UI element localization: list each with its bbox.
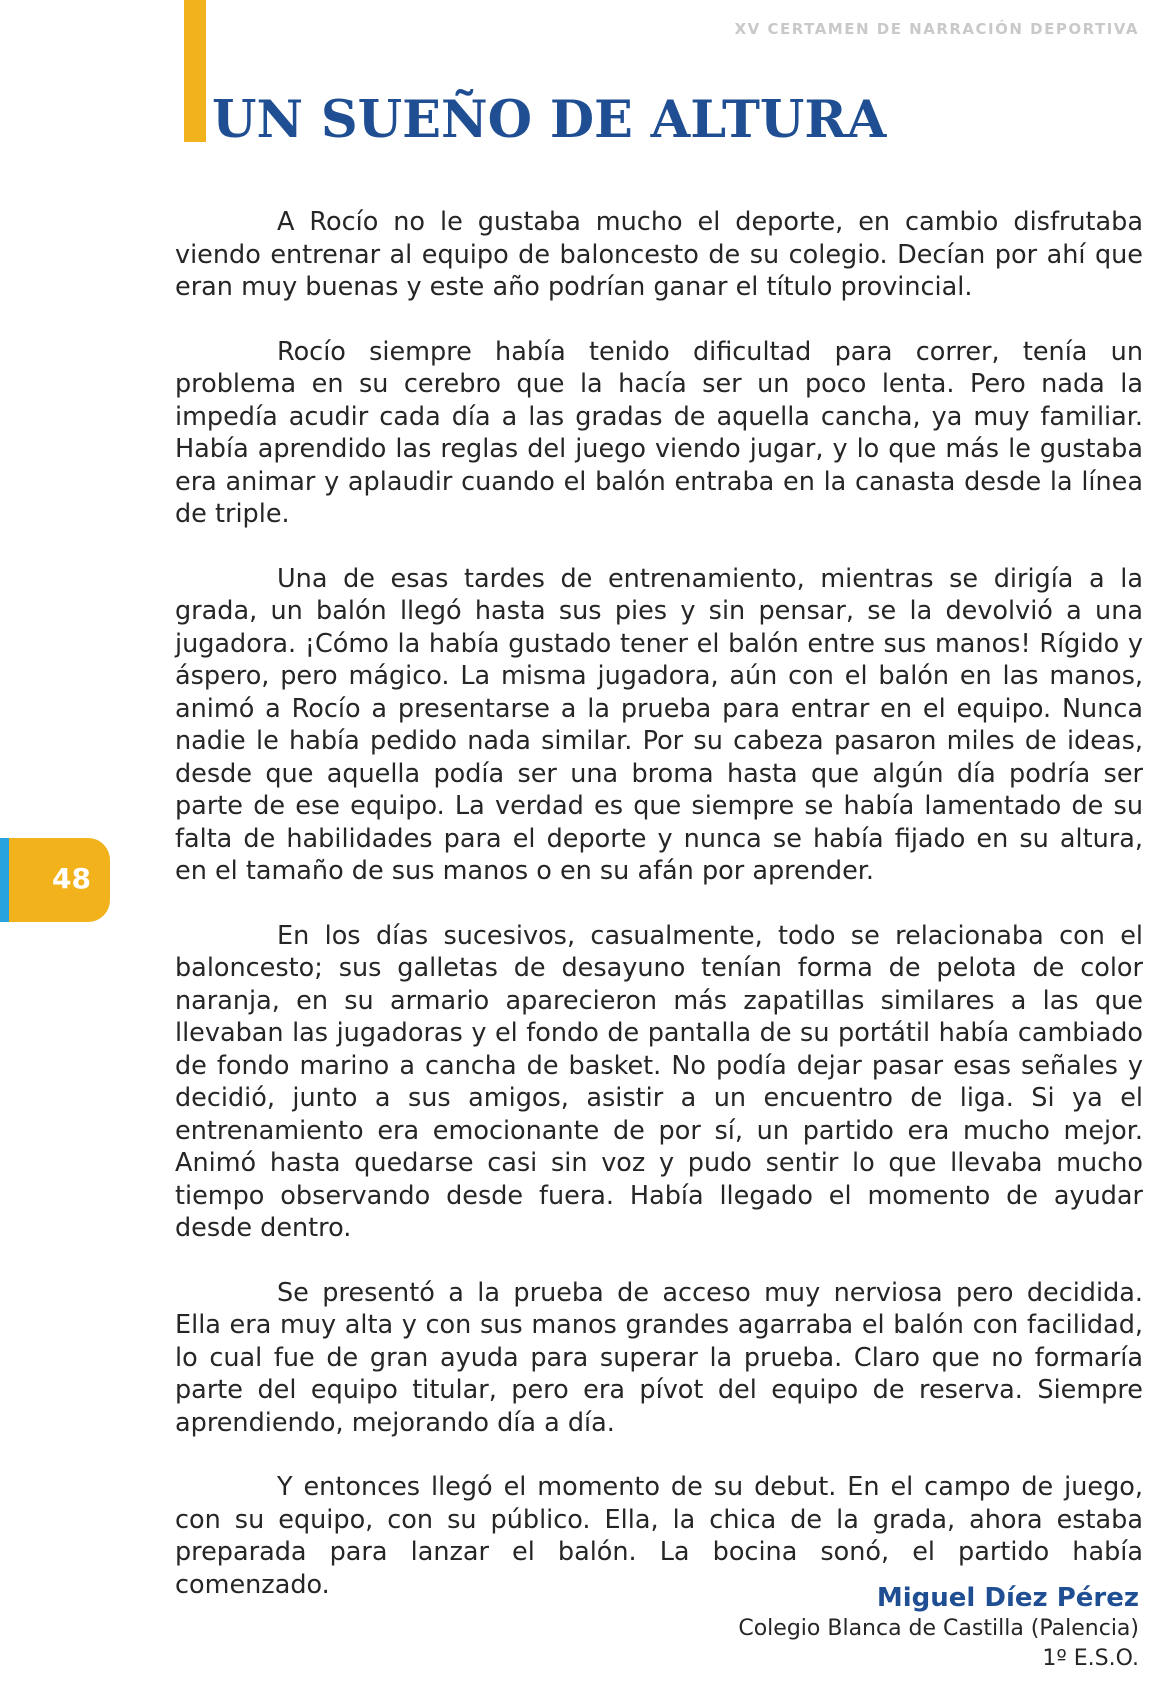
- story-paragraph-1: A Rocío no le gustaba mucho el deporte, en cambio disfrutaba viendo entrenar al equipo de baloncesto de su colegio. Decían por ahí que eran muy buenas y este año podrían ganar el título provincial.: [175, 207, 1143, 302]
- story-paragraph-2: Rocío siempre había tenido dificultad para correr, tenía un problema en su cerebro que la hacía ser un poco lenta. Pero nada la impedía acudir cada día a las gradas de aquella cancha, ya muy familiar. Había aprendido las reglas del juego viendo jugar, y lo que más le gustaba era animar y aplaudir cuando el balón entraba en la canasta desde la línea de triple.: [175, 336, 1143, 529]
- story-paragraph-3: Una de esas tardes de entrenamiento, mientras se dirigía a la grada, un balón llegó hasta sus pies y sin pensar, se la devolvió a una jugadora. ¡Cómo la había gustado tener el balón entre sus manos! Rígido y áspero, pero mágico. La misma jugadora, aún con el balón en las manos, animó a Rocío a presentarse a la prueba para entrar en el equipo. Nunca nadie le había pedido nada similar. Por su cabeza pasaron miles de ideas, desde que aquella podía ser una broma hasta que algún día podría ser parte de ese equipo. La verdad es que siempre se había lamentado de su falta de habilidades para el deporte y nunca se había fijado en su altura, en el tamaño de sus manos o en su afán por aprender.: [175, 563, 1143, 886]
- author-block: [738, 1582, 1139, 1674]
- author-school: Colegio Blanca de Castilla (Palencia): [738, 1616, 1139, 1641]
- page-number-tab: [0, 838, 110, 922]
- story-paragraph-6: Y entonces llegó el momento de su debut. En el campo de juego, con su equipo, con su público. Ella, la chica de la grada, ahora estaba preparada para lanzar el balón. La bocina sonó, el partido había comenzado.: [175, 1472, 1143, 1600]
- story-paragraph-4: En los días sucesivos, casualmente, todo se relacionaba con el baloncesto; sus galletas de desayuno tenían forma de pelota de color naranja, en su armario aparecieron más zapatillas similares a las que llevaban las jugadoras y el fondo de pantalla de su portátil había cambiado de fondo marino a cancha de basket. No podía dejar pasar esas señales y decidió, junto a sus amigos, asistir a un encuentro de liga. Si ya el entrenamiento era emocionante de por sí, un partido era mucho mejor. Animó hasta quedarse casi sin voz y pudo sentir lo que llevaba mucho tiempo observando desde fuera. Había llegado el momento de ayudar desde dentro.: [175, 920, 1143, 1243]
- title-accent-bar: [184, 0, 206, 142]
- page-number: 48: [52, 862, 91, 895]
- story-title: UN SUEÑO DE ALTURA: [212, 90, 887, 150]
- story-body: [175, 206, 1143, 1633]
- author-name: Miguel Díez Pérez: [876, 1583, 1139, 1613]
- author-grade: 1º E.S.O.: [1042, 1646, 1139, 1671]
- running-header: XV CERTAMEN DE NARRACIÓN DEPORTIVA: [734, 20, 1139, 38]
- page-tab-edge: [0, 838, 9, 922]
- story-paragraph-5: Se presentó a la prueba de acceso muy nerviosa pero decidida. Ella era muy alta y con sus manos grandes agarraba el balón con facilidad, lo cual fue de gran ayuda para superar la prueba. Claro que no formaría parte del equipo titular, pero era pívot del equipo de reserva. Siempre aprendiendo, mejorando día a día.: [175, 1277, 1143, 1438]
